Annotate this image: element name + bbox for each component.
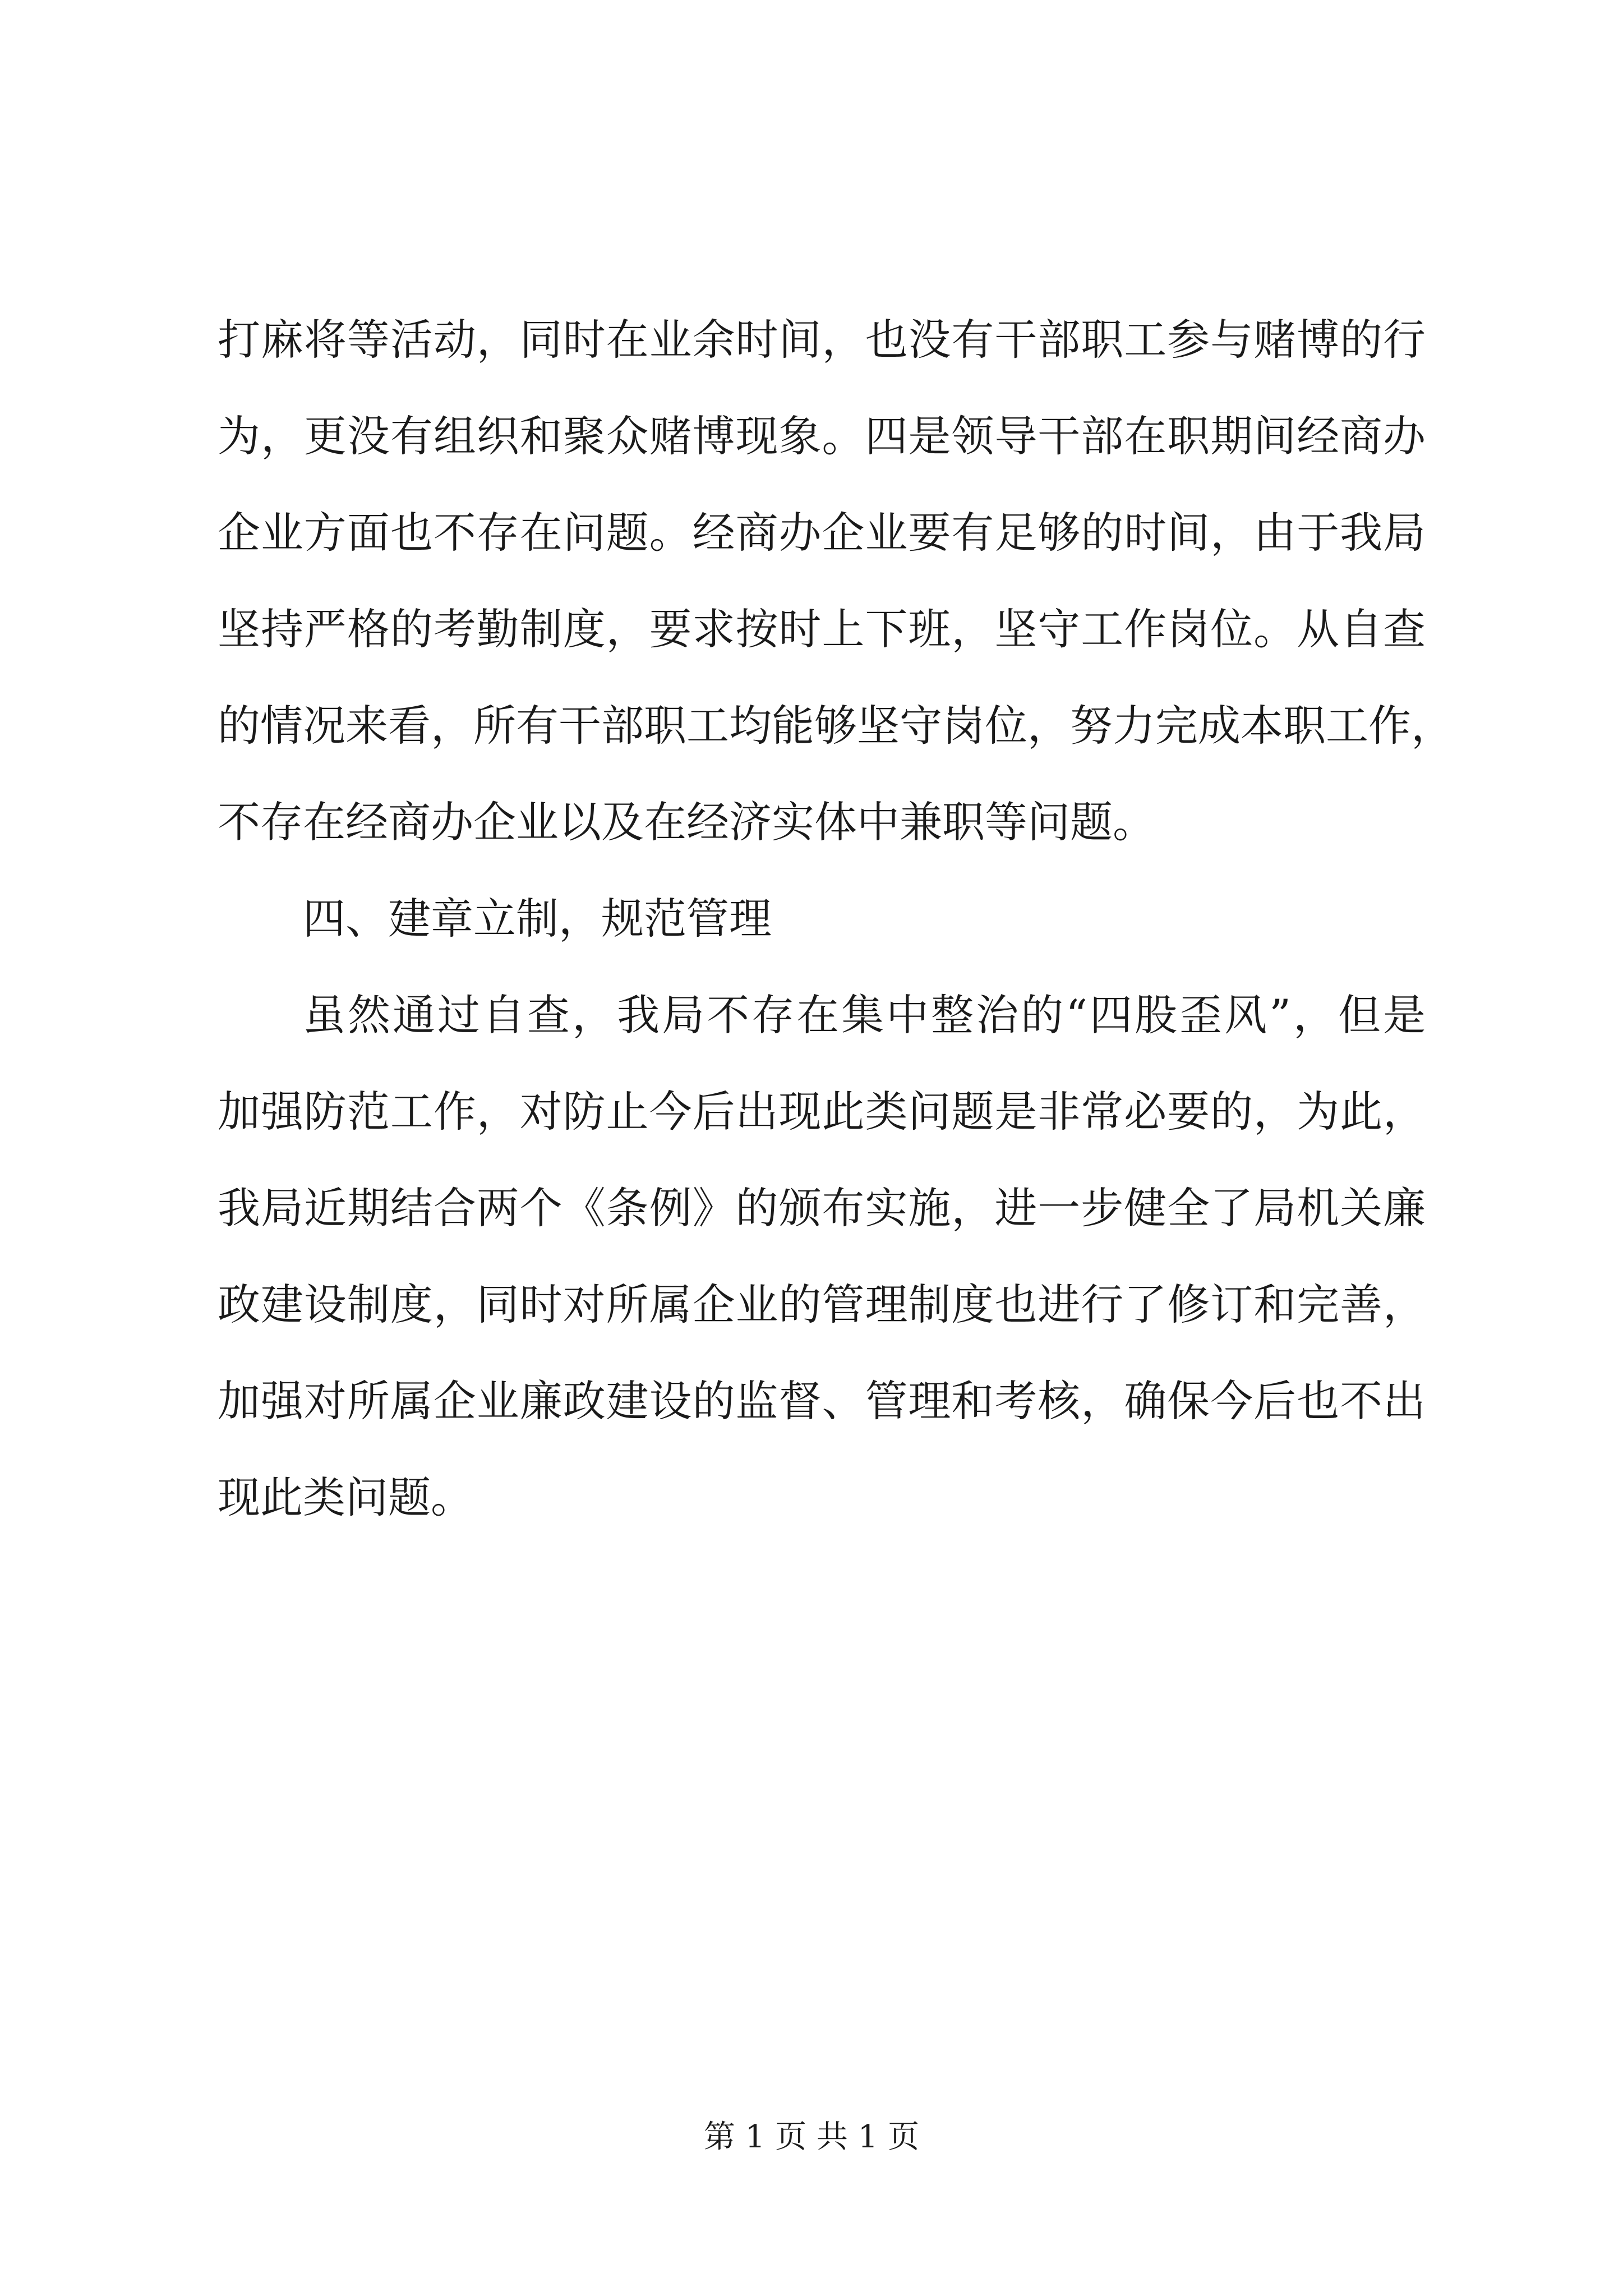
page-number-footer: 第 1 页 共 1 页 [703, 2119, 920, 2155]
document-body [218, 292, 1454, 1546]
paragraph-line: 为，更没有组织和聚众赌博现象。四是领导干部在职期间经商办 [218, 411, 1426, 461]
paragraph-line: 加强防范工作，对防止今后出现此类问题是非常必要的，为此， [218, 1087, 1426, 1137]
section-heading: 四、建章立制，规范管理 [303, 894, 772, 944]
paragraph-line: 我局近期结合两个《条例》的颁布实施，进一步健全了局机关廉 [218, 1183, 1426, 1233]
paragraph-2 [218, 967, 1426, 1546]
paragraph-line: 加强对所属企业廉政建设的监督、管理和考核，确保今后也不出 [218, 1376, 1426, 1426]
paragraph-line: 坚持严格的考勤制度，要求按时上下班，坚守工作岗位。从自查 [218, 604, 1426, 654]
paragraph-line: 企业方面也不存在问题。经商办企业要有足够的时间，由于我局 [218, 508, 1426, 558]
paragraph-1 [218, 292, 1454, 871]
paragraph-line: 的情况来看，所有干部职工均能够坚守岗位，努力完成本职工作， [218, 701, 1454, 751]
paragraph-line: 现此类问题。 [218, 1473, 473, 1522]
paragraph-line: 不存在经商办企业以及在经济实体中兼职等问题。 [218, 797, 1155, 847]
paragraph-line: 政建设制度，同时对所属企业的管理制度也进行了修订和完善， [218, 1280, 1426, 1329]
paragraph-line: 打麻将等活动，同时在业余时间，也没有干部职工参与赌博的行 [218, 315, 1426, 365]
paragraph-line: 虽然通过自查，我局不存在集中整治的“四股歪风”，但是 [303, 990, 1426, 1040]
